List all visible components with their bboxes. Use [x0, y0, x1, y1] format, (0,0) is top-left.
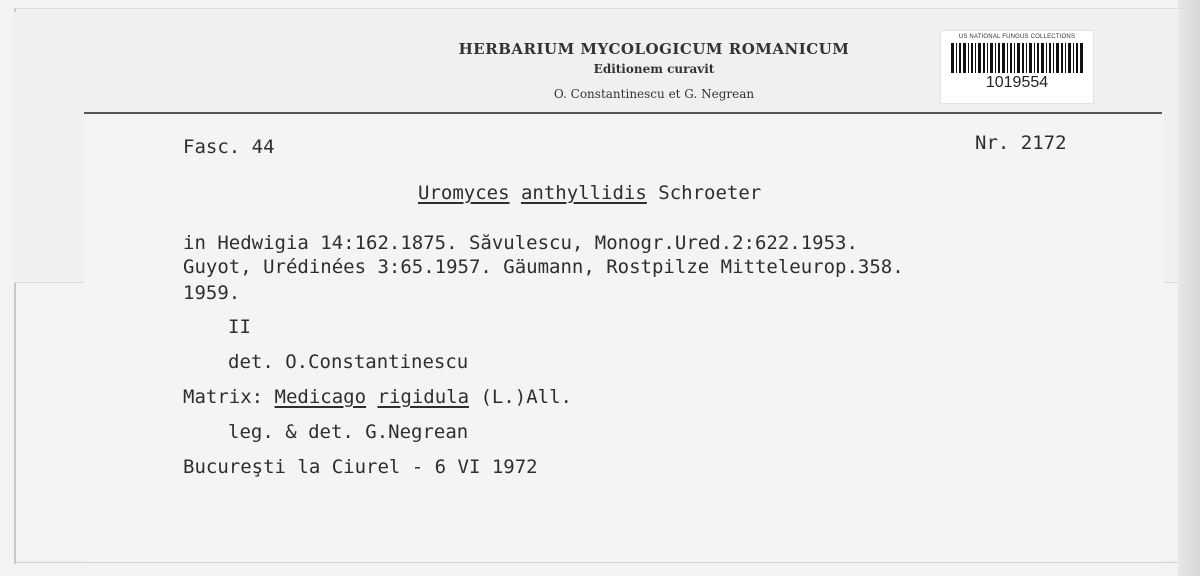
- herbarium-editors: O. Constantinescu et G. Negrean: [553, 87, 755, 101]
- species-author: Schroeter: [658, 182, 762, 204]
- spore-stage: II: [228, 316, 251, 338]
- reference-line: Guyot, Urédinées 3:65.1957. Gäumann, Rostpilze Mitteleurop.358.: [183, 256, 904, 278]
- barcode-caption: US NATIONAL FUNGUS COLLECTIONS: [958, 34, 1076, 40]
- species-epithet: anthyllidis: [520, 182, 647, 204]
- locality-date: Bucureşti la Ciurel - 6 VI 1972: [183, 456, 538, 478]
- host-author: (L.)All.: [480, 386, 572, 408]
- specimen-number: Nr. 2172: [975, 132, 1067, 154]
- label-top-rule: [84, 112, 1162, 114]
- species-genus: Uromyces: [418, 182, 510, 204]
- herbarium-subtitle: Editionem curavit: [593, 62, 715, 76]
- matrix-prefix: Matrix:: [183, 386, 264, 408]
- host-matrix: [183, 386, 572, 408]
- species-name: [418, 182, 761, 204]
- host-epithet: rigidula: [377, 386, 470, 408]
- herbarium-header: [434, 40, 874, 101]
- barcode-label: [940, 30, 1094, 104]
- fascicle-number: Fasc. 44: [183, 136, 275, 158]
- reference-line: in Hedwigia 14:162.1875. Săvulescu, Monogr.Ured.2:622.1953.: [183, 232, 858, 254]
- collector: leg. & det. G.Negrean: [228, 421, 469, 443]
- determiner: det. O.Constantinescu: [228, 351, 469, 373]
- barcode-icon: [951, 43, 1083, 73]
- reference-line: 1959.: [183, 282, 241, 304]
- barcode-number: 1019554: [985, 74, 1049, 91]
- bottom-edge: [14, 562, 1178, 563]
- herbarium-title: HERBARIUM MYCOLOGICUM ROMANICUM: [458, 40, 850, 58]
- host-genus: Medicago: [274, 386, 367, 408]
